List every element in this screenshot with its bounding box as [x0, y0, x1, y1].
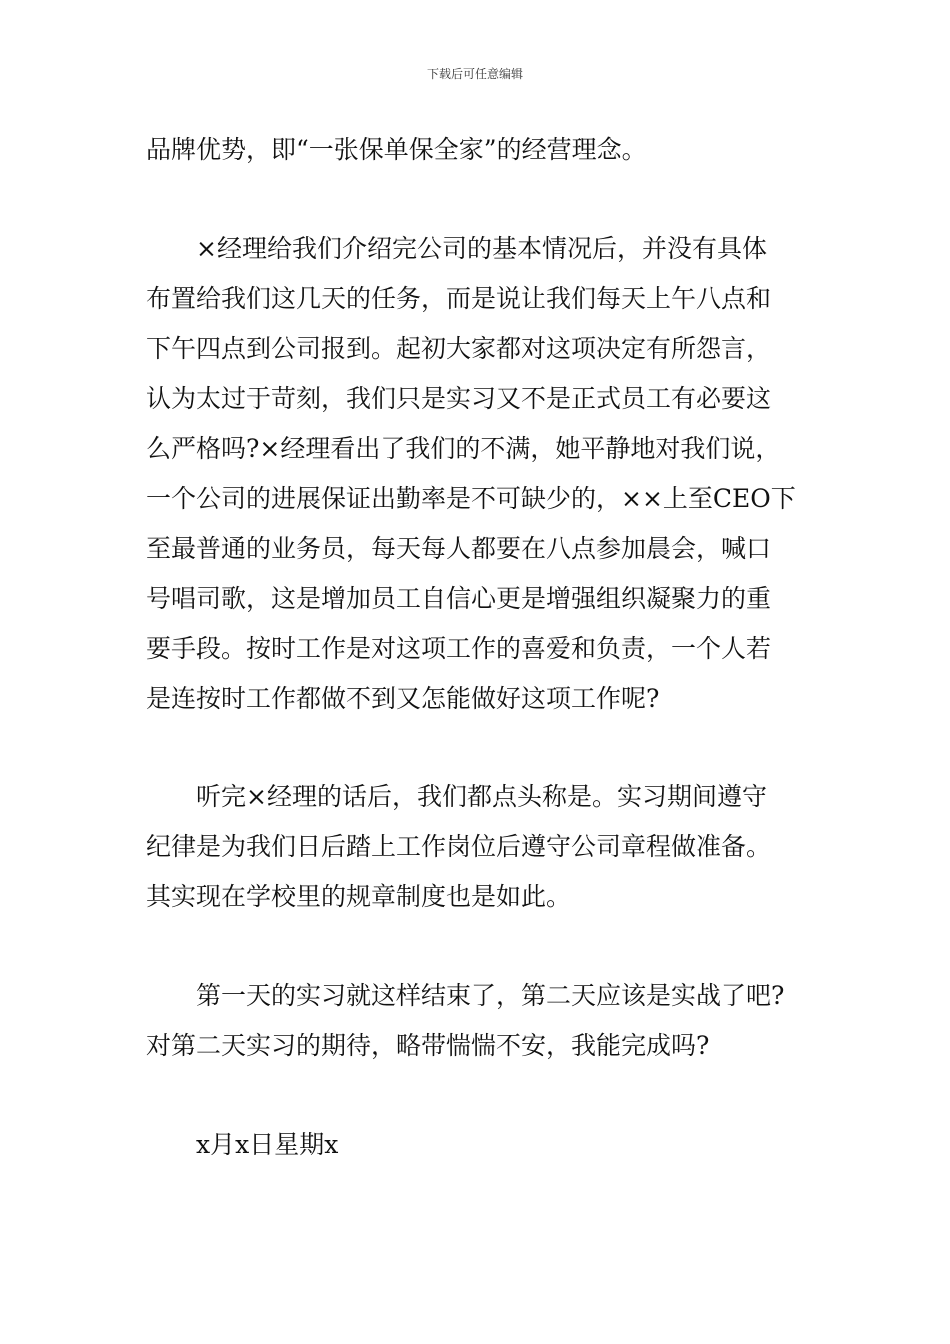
text-line: 其实现在学校里的规章制度也是如此。 — [146, 882, 572, 911]
text-line: 么严格吗?×经理看出了我们的不满，她平静地对我们说， — [146, 434, 781, 463]
page-header: 下载后可任意编辑 — [426, 67, 523, 81]
text-line: 纪律是为我们日后踏上工作岗位后遵守公司章程做准备。 — [146, 832, 772, 861]
text-line: 要手段。按时工作是对这项工作的喜爱和负责，一个人若 — [146, 634, 772, 663]
text-line: 号唱司歌，这是增加员工自信心更是增强组织凝聚力的重 — [146, 584, 772, 613]
text-line: 第一天的实习就这样结束了，第二天应该是实战了吧? — [196, 981, 785, 1010]
text-line: 对第二天实习的期待，略带惴惴不安，我能完成吗? — [146, 1031, 710, 1060]
text-line: ×经理给我们介绍完公司的基本情况后，并没有具体 — [196, 234, 767, 263]
text-line: 下午四点到公司报到。起初大家都对这项决定有所怨言， — [146, 334, 772, 363]
text-line: 布置给我们这几天的任务，而是说让我们每天上午八点和 — [146, 284, 772, 313]
text-line: 是连按时工作都做不到又怎能做好这项工作呢? — [146, 684, 660, 713]
text-line: 品牌优势，即“一张保单保全家”的经营理念。 — [146, 135, 647, 164]
text-line: 至最普通的业务员，每天每人都要在八点参加晨会，喊口 — [146, 534, 772, 563]
date-line: x月x日星期x — [196, 1130, 339, 1159]
text-line: 一个公司的进展保证出勤率是不可缺少的，××上至CEO下 — [146, 484, 796, 513]
text-line: 听完×经理的话后，我们都点头称是。实习期间遵守 — [196, 782, 767, 811]
text-line: 认为太过于苛刻，我们只是实习又不是正式员工有必要这 — [146, 384, 772, 413]
